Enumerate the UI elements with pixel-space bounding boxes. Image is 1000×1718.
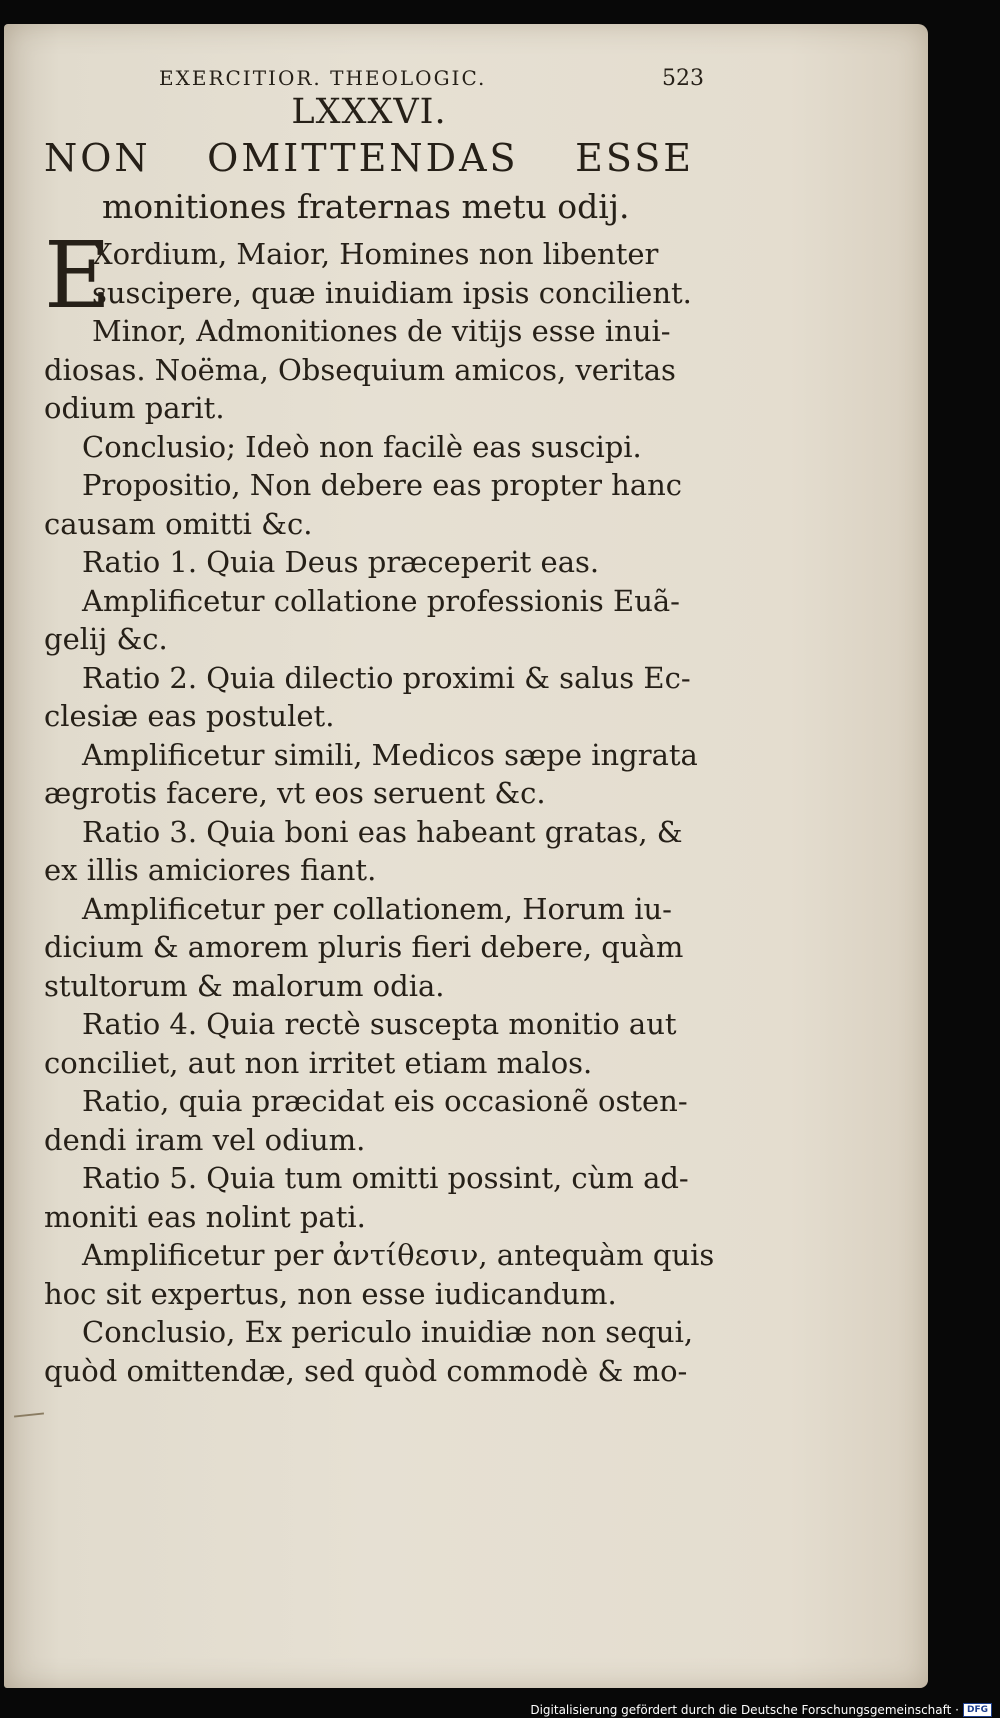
text-line: causam omitti &c. <box>44 506 313 541</box>
paragraph-propositio <box>44 466 694 543</box>
text-line: Xordium, Maior, Homines non libenter <box>92 237 659 271</box>
text-line: conciliet, aut non irritet etiam malos. <box>44 1045 593 1080</box>
text-line: stultorum & malorum odia. <box>44 968 445 1003</box>
book-page <box>4 24 928 1688</box>
text-line: Ratio 4. Quia rectè suscepta monitio aut <box>82 1007 677 1041</box>
text-line: Ratio, quia præcidat eis occasionẽ osten- <box>82 1084 688 1118</box>
text-line: hoc sit expertus, non esse iudicandum. <box>44 1276 617 1311</box>
text-line: dendi iram vel odium. <box>44 1122 366 1157</box>
text-line: gelij &c. <box>44 622 168 656</box>
drop-initial: E <box>44 222 112 329</box>
text-line: Minor, Admonitiones de vitijs esse inui- <box>92 314 671 348</box>
text-line: Amplificetur simili, Medicos sæpe ingrata <box>82 737 698 772</box>
paragraph-amplificetur-3 <box>44 890 694 1006</box>
paragraph-ratio-3 <box>44 813 694 890</box>
text-line: ex illis amiciores fiant. <box>44 853 377 887</box>
text-line: Ratio 5. Quia tum omitti possint, cùm ad- <box>82 1161 689 1195</box>
paragraph-amplificetur-1 <box>44 582 694 659</box>
text-line: Ratio 1. Quia Deus præceperit eas. <box>82 545 600 579</box>
text-line: Propositio, Non debere eas propter hanc <box>82 468 683 502</box>
text-line: dicium & amorem pluris fieri debere, quàm <box>44 930 684 964</box>
body-text <box>44 222 715 1390</box>
chapter-title-line-1: NON OMITTENDAS ESSE <box>44 136 694 180</box>
text-line: Ratio 2. Quia dilectio proximi & salus Ec- <box>82 660 691 695</box>
paragraph-conclusio-final <box>44 1313 694 1390</box>
text-line: moniti eas nolint pati. <box>44 1199 366 1234</box>
paragraph-ratio <box>44 1082 694 1159</box>
text-line: diosas. Noëma, Obsequium amicos, veritas <box>44 352 676 387</box>
text-line: quòd omittendæ, sed quòd commodè & mo- <box>44 1353 688 1388</box>
text-line: Conclusio, Ex periculo inuidiæ non sequi, <box>82 1315 694 1349</box>
running-head-title: EXERCITIOR. THEOLOGIC. <box>159 66 487 90</box>
text-line: clesiæ eas postulet. <box>44 699 335 733</box>
text-line: Ratio 3. Quia boni eas habeant gratas, & <box>82 814 683 849</box>
text-line: Amplificetur collatione professionis Euã- <box>82 583 680 618</box>
paragraph-amplificetur-2 <box>44 736 698 813</box>
running-head <box>44 66 704 91</box>
chapter-title-line-2: monitiones fraternas metu odij. <box>102 187 630 226</box>
paragraph-ratio-5 <box>44 1159 694 1236</box>
digitization-credit <box>530 1703 992 1717</box>
paragraph-ratio-1 <box>44 543 694 582</box>
page-number: 523 <box>662 66 704 91</box>
text-line: suscipere, quæ inuidiam ipsis concilient. <box>92 275 692 310</box>
paragraph-ratio-2 <box>44 659 694 736</box>
page-text-block <box>44 66 715 1390</box>
text-line: ægrotis facere, vt eos seruent &c. <box>44 776 546 810</box>
text-line: Conclusio; Ideò non facilè eas suscipi. <box>82 429 642 464</box>
paragraph-conclusio <box>44 428 694 467</box>
text-line: Amplificetur per collationem, Horum iu- <box>82 891 672 926</box>
text-line: odium parit. <box>44 391 225 425</box>
paragraph-minor <box>44 312 694 428</box>
credit-text: Digitalisierung gefördert durch die Deutsche Forschungsgemeinschaft · <box>530 1703 959 1717</box>
paragraph-amplificetur-4 <box>44 1236 715 1313</box>
paragraph-exordium <box>44 222 694 329</box>
page-edge-mark <box>14 1412 44 1417</box>
dfg-logo: DFG <box>963 1703 992 1717</box>
paragraph-ratio-4 <box>44 1005 694 1082</box>
text-line: Amplificetur per ἀντίθεσιν, antequàm quis <box>82 1238 715 1272</box>
chapter-number: LXXXVI. <box>291 92 447 132</box>
